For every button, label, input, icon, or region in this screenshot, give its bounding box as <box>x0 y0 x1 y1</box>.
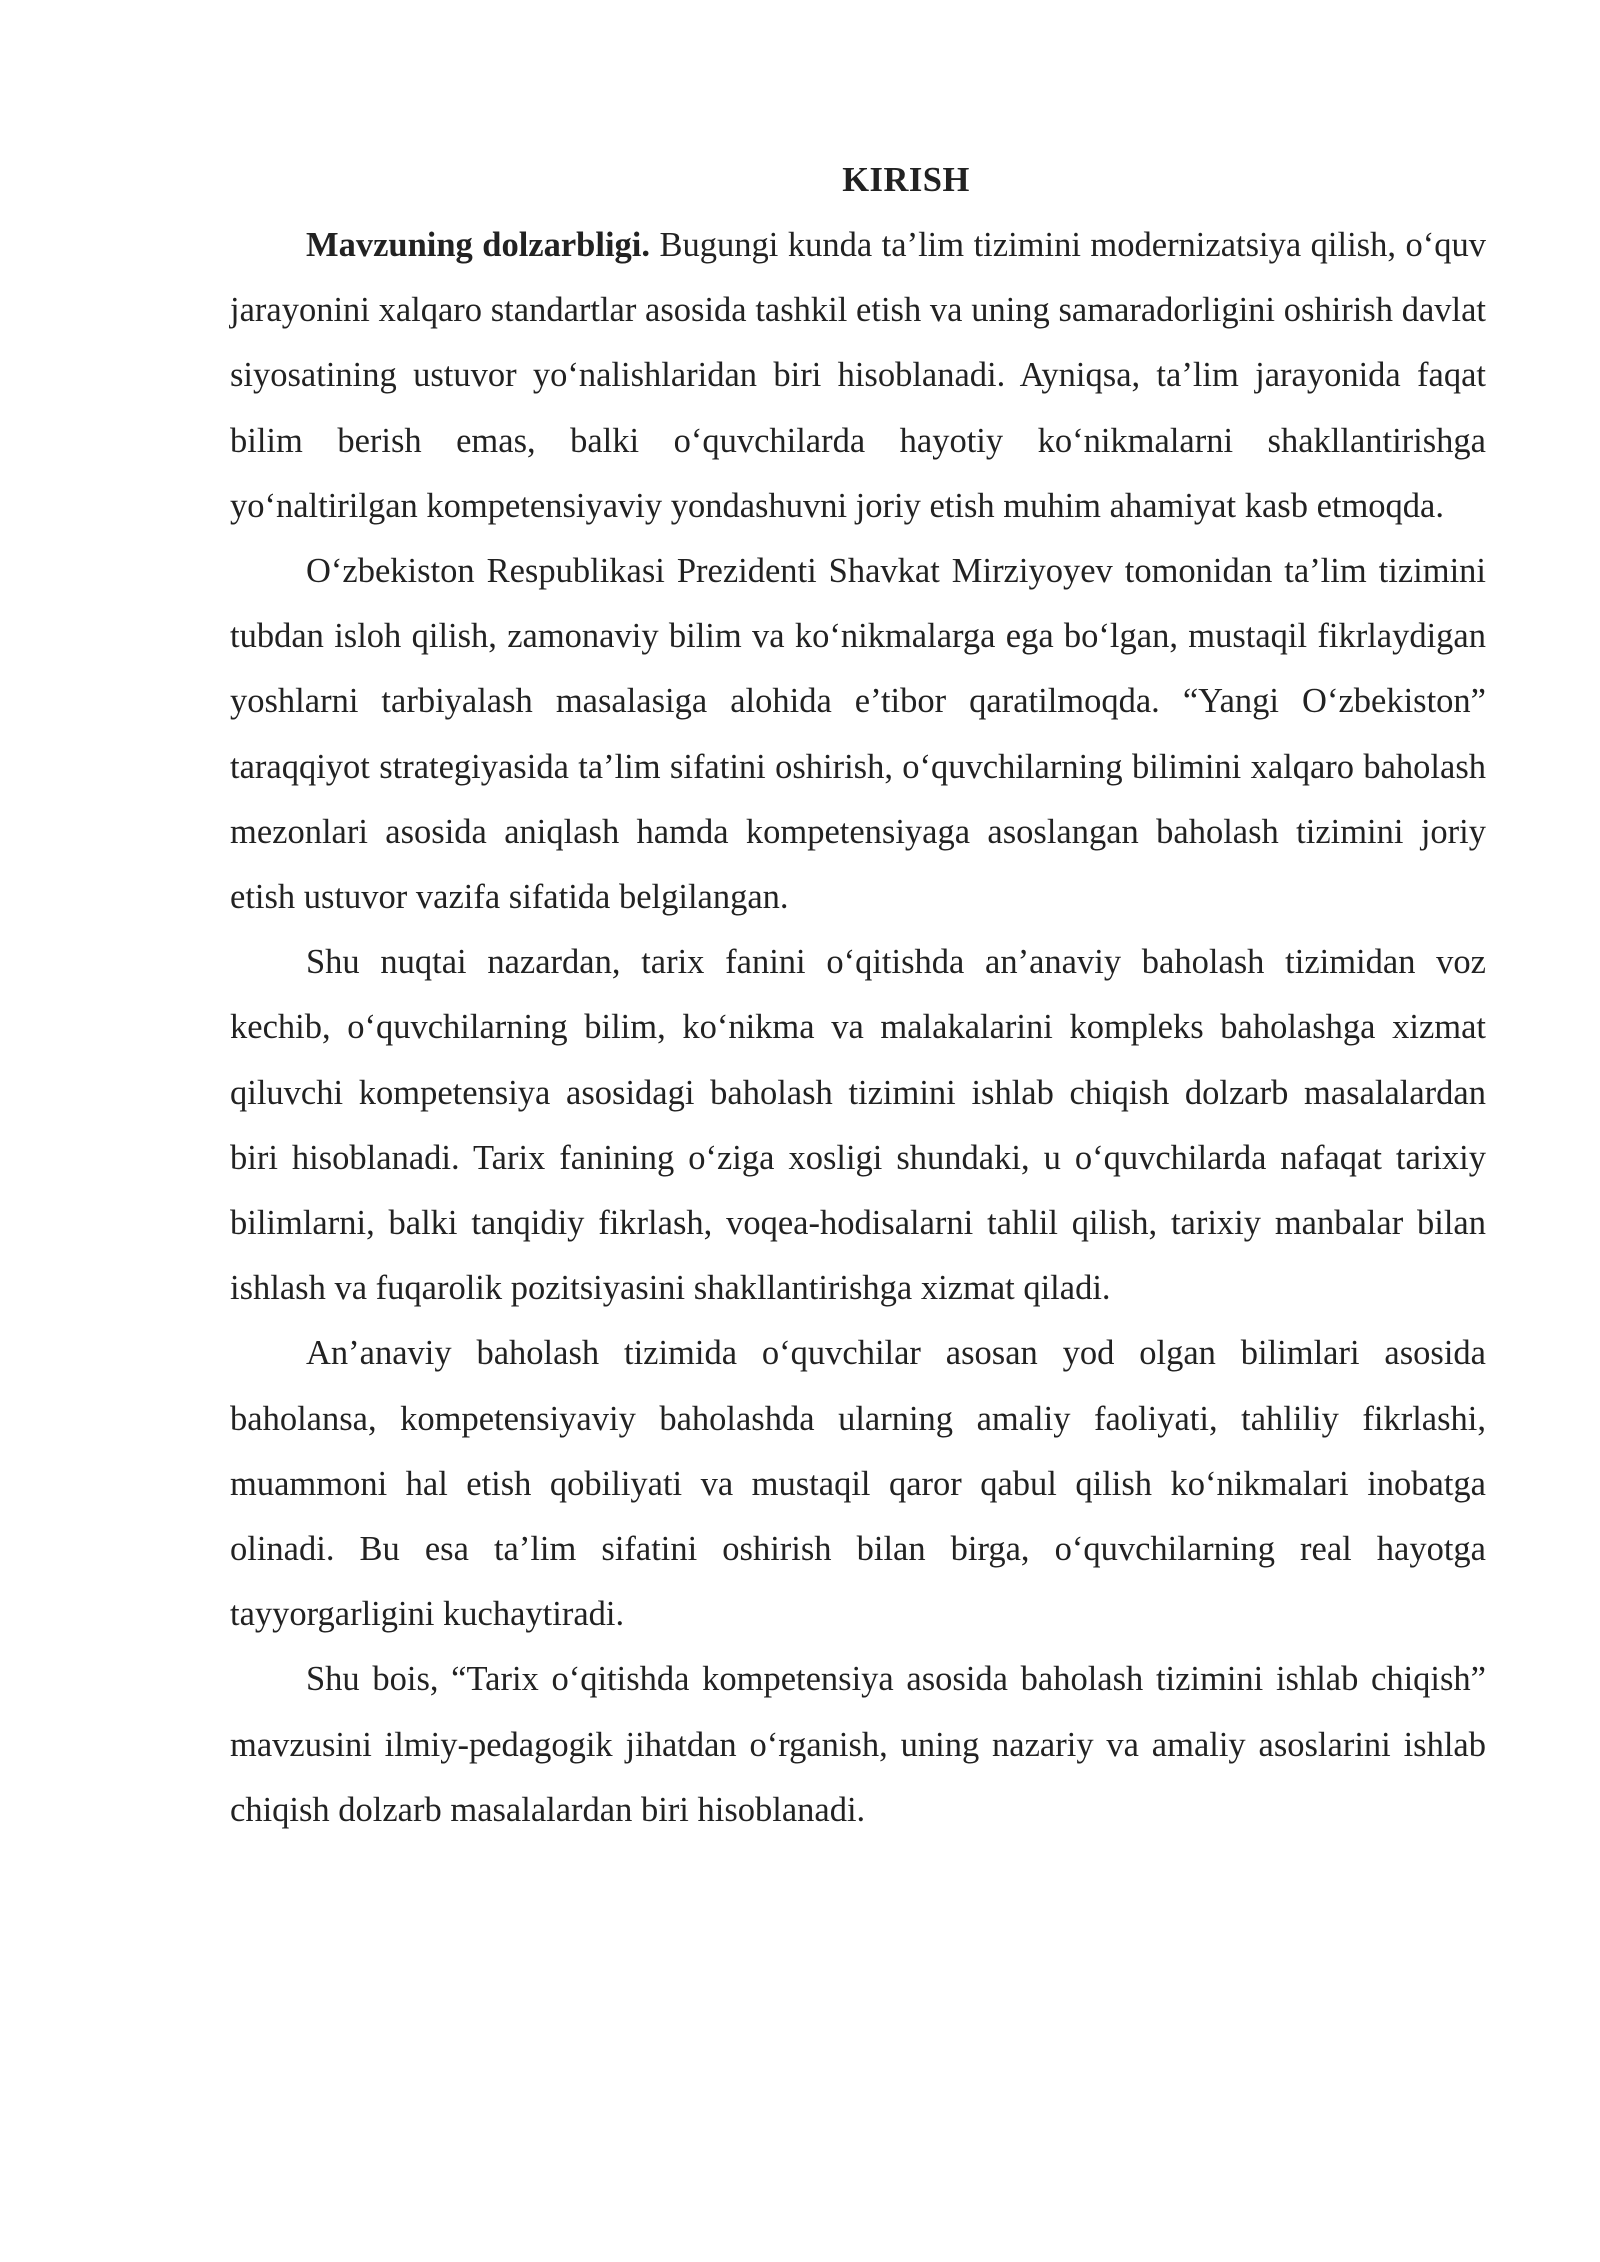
paragraph-relevance <box>230 213 1486 539</box>
paragraph-text: Bugungi kunda ta’lim tizimini modernizatsiya qilish, o‘quv jarayonini xalqaro standartlar asosida tashkil etish va uning samaradorligini oshirish davlat siyosatining ustuvor yo‘nalishlaridan biri hisoblanadi. Ayniqsa, ta’lim jarayonida faqat bilim berish emas, balki o‘quvchilarda hayotiy ko‘nikmalarni shakllantirishga yo‘naltirilgan kompetensiyaviy yondashuvni joriy etish muhim ahamiyat kasb etmoqda. <box>230 226 1486 525</box>
document-body <box>230 148 1486 1843</box>
paragraph-topic-conclusion: Shu bois, “Tarix o‘qitishda kompetensiya asosida baholash tizimini ishlab chiqish” mavzusini ilmiy-pedagogik jihatdan o‘rganish, uning nazariy va amaliy asoslarini ishlab chiqish dolzarb masalalardan biri hisoblanadi. <box>230 1660 1486 1829</box>
paragraph-traditional-assessment: An’anaviy baholash tizimida o‘quvchilar asosan yod olgan bilimlari asosida baholansa, kompetensiyaviy baholashda ularning amaliy faoliyati, tahliliy fikrlashi, muammoni hal etish qobiliyati va mustaqil qaror qabul qilish ko‘nikmalari inobatga olinadi. Bu esa ta’lim sifatini oshirish bilan birga, o‘quvchilarning real hayotga tayyorgarligini kuchaytiradi. <box>230 1334 1486 1634</box>
paragraph-history-assessment: Shu nuqtai nazardan, tarix fanini o‘qitishda an’anaviy baholash tizimidan voz kechib, o‘quvchilarning bilim, ko‘nikma va malakalarini kompleks baholashga xizmat qiluvchi kompetensiya asosidagi baholash tizimini ishlab chiqish dolzarb masalalardan biri hisoblanadi. Tarix fanining o‘ziga xosligi shundaki, u o‘quvchilarda nafaqat tarixiy bilimlarni, balki tanqidiy fikrlash, voqea-hodisalarni tahlil qilish, tarixiy manbalar bilan ishlash va fuqarolik pozitsiyasini shakllantirishga xizmat qiladi. <box>230 943 1486 1308</box>
paragraph-lead: Mavzuning dolzarbligi. <box>306 226 650 264</box>
paragraph-president-reforms: O‘zbekiston Respublikasi Prezidenti Shavkat Mirziyoyev tomonidan ta’lim tizimini tubdan isloh qilish, zamonaviy bilim va ko‘nikmalarga ega bo‘lgan, mustaqil fikrlaydigan yoshlarni tarbiyalash masalasiga alohida e’tibor qaratilmoqda. “Yangi O‘zbekiston” taraqqiyot strategiyasida ta’lim sifatini oshirish, o‘quvchilarning bilimini xalqaro baholash mezonlari asosida aniqlash hamda kompetensiyaga asoslangan baholash tizimini joriy etish ustuvor vazifa sifatida belgilangan. <box>230 552 1486 917</box>
section-heading: KIRISH <box>842 161 970 199</box>
